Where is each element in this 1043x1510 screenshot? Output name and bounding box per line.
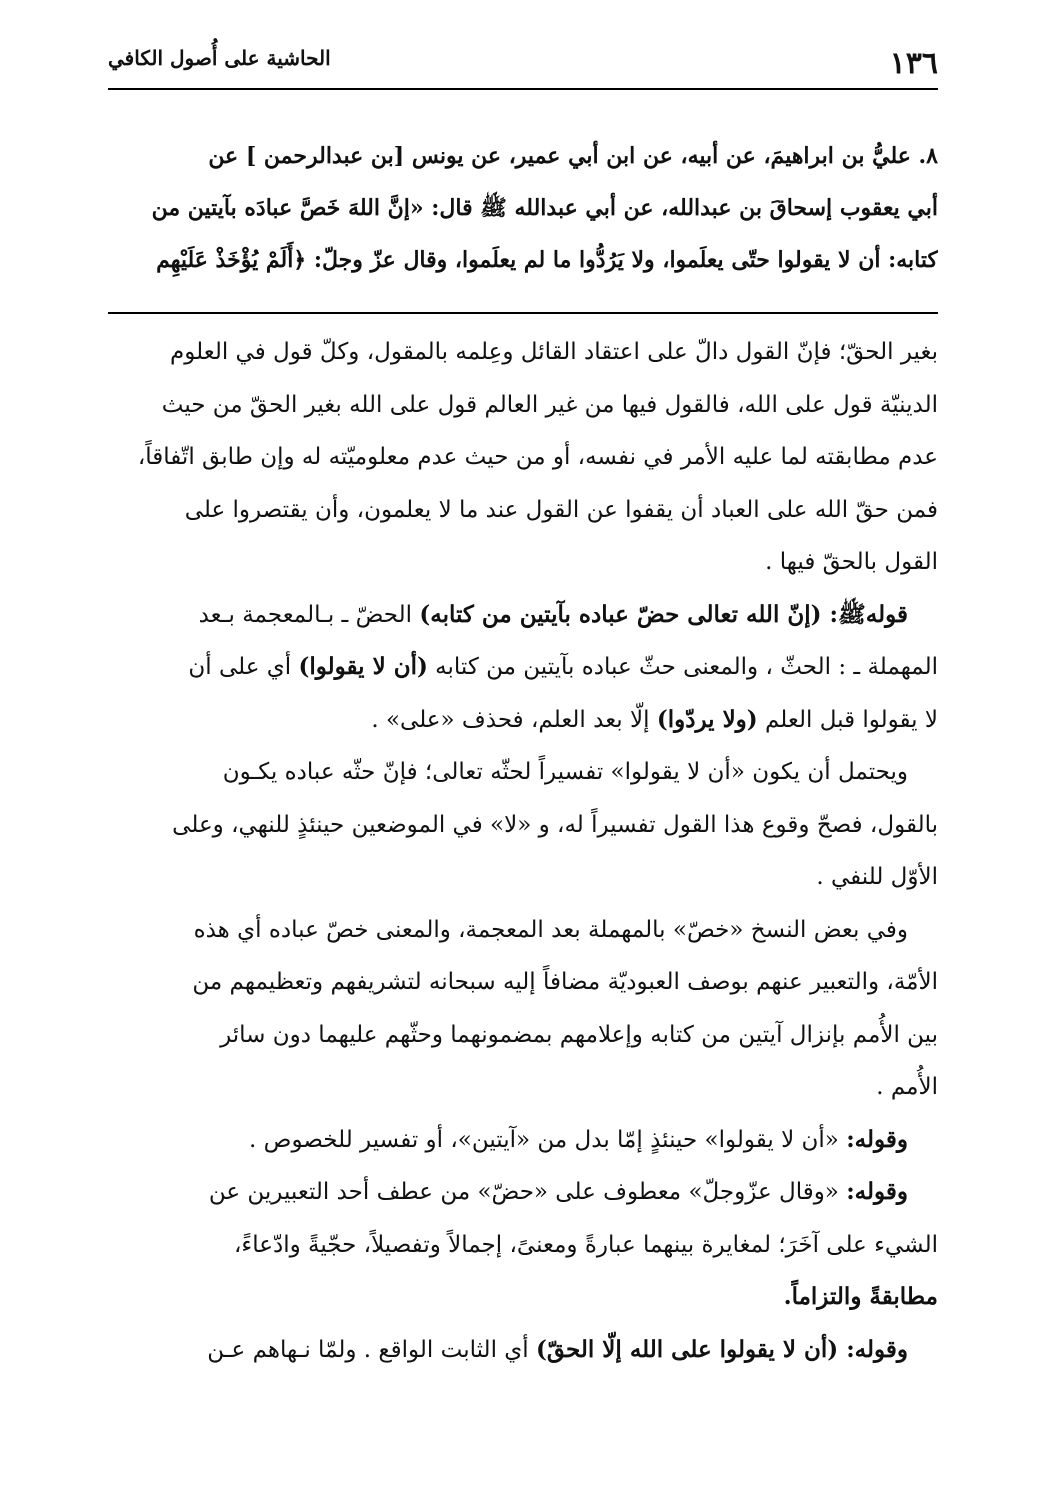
page-header: [108, 40, 938, 84]
commentary-line: بغير الحقّ؛ فإنّ القول دالّ على اعتقاد القائل وعِلمه بالمقول، وكلّ قول في العلوم: [170, 339, 938, 365]
hadith-line: كتابه: أن لا يقولوا حتّى يعلَموا، ولا يَرُدُّوا ما لم يعلَموا، وقال عزّ وجلّ: ﴿أَلَمْ يُؤْخَذْ عَلَيْهِم: [156, 247, 938, 273]
quoted-phrase: مطابقةً والتزاماً.: [783, 1283, 938, 1310]
commentary-line: [108, 694, 938, 747]
running-title: الحاشية على أُصول الكافي: [108, 46, 331, 70]
commentary-text-run: «أن لا يقولوا» حينئذٍ إمّا بدل من «آيتين»، أو تفسير للخصوص .: [249, 1126, 847, 1153]
hadith-line: أبي يعقوب إسحاقَ بن عبدالله، عن أبي عبدالله ﷺ قال: «إنَّ اللهَ خَصَّ عبادَه بآيتين من: [151, 195, 938, 221]
commentary-line: [108, 589, 938, 642]
commentary-text-run: أي الثابت الواقع . ولمّا نـهاهم عـن: [207, 1336, 536, 1363]
page-number: ١٣٦: [889, 46, 938, 81]
commentary-text-run: إلّا بعد العلم، فحذف «على» .: [371, 706, 657, 733]
commentary-line: الأُمم .: [876, 1074, 938, 1100]
commentary-line: الأوّل للنفي .: [816, 864, 938, 890]
commentary-text-run: الحضّ ـ بـالمعجمة بـعد: [198, 601, 420, 628]
commentary-line: الأمّة، والتعبير عنهم بوصف العبوديّة مضافاً إليه سبحانه لتشريفهم وتعظيمهم من: [192, 969, 938, 995]
commentary-text-run: «وقال عزّوجلّ» معطوف على «حضّ» من عطف أحد التعبيرين عن: [208, 1179, 847, 1205]
commentary-line: [108, 1324, 938, 1377]
commentary-line: [108, 641, 938, 694]
commentary-line: فمن حقّ الله على العباد أن يقفوا عن القول عند ما لا يعلمون، وأن يقتصروا على: [184, 496, 938, 523]
commentary-line: عدم مطابقته لما عليه الأمر في نفسه، أو من حيث عدم معلوميّته له وإن طابق اتّفاقاً،: [137, 444, 938, 470]
quoted-phrase: (أن لا يقولوا): [298, 653, 428, 680]
quoted-phrase: (ولا يردّوا): [656, 705, 758, 733]
commentary-line: [108, 1271, 938, 1324]
quoted-phrase: قولهﷺ: (إنّ الله تعالى حضّ عباده بآيتين من كتابه): [419, 600, 908, 628]
commentary-line: الشيء على آخَرَ؛ لمغايرة بينهما عبارةً ومعنىً، إجمالاً وتفصيلاً، حجّيةً وادّعاءً،: [233, 1231, 938, 1258]
commentary-text-run: المهملة ـ : الحثّ ، والمعنى حثّ عباده بآيتين من كتابه: [427, 654, 938, 680]
quoted-phrase: (أن لا يقولوا على الله إلّا الحقّ): [535, 1335, 847, 1363]
hadith-text: [108, 130, 938, 286]
commentary-line: الدينيّة قول على الله، فالقول فيها من غير العالم قول على الله بغير الحقّ من حيث: [161, 391, 938, 418]
commentary-text-run: لا يقولوا قبل العلم: [757, 706, 938, 733]
quoted-phrase: وقوله:: [846, 1125, 908, 1153]
commentary-line: [108, 1114, 938, 1167]
quoted-phrase: وقوله:: [846, 1178, 908, 1205]
commentary-line: القول بالحقّ فيها .: [765, 549, 938, 575]
commentary-line: [108, 1166, 938, 1219]
header-rule: [108, 88, 938, 90]
commentary-text-run: أي على أن: [188, 654, 299, 680]
hadith-line: ٨. عليُّ بن ابراهيمَ، عن أبيه، عن ابن أبي عمير، عن يونس [بن عبدالرحمن ] عن: [208, 143, 938, 169]
quoted-phrase: وقوله:: [846, 1335, 908, 1363]
commentary-line: ويحتمل أن يكون «أن لا يقولوا» تفسيراً لحثّه تعالى؛ فإنّ حثّه عباده يكـون: [222, 759, 908, 785]
footnote-separator: [108, 312, 938, 314]
commentary-line: وفي بعض النسخ «خصّ» بالمهملة بعد المعجمة، والمعنى خصّ عباده أي هذه: [193, 916, 908, 943]
commentary-text: [108, 326, 938, 1376]
commentary-line: بالقول، فصحّ وقوع هذا القول تفسيراً له، و «لا» في الموضعين حينئذٍ للنهي، وعلى: [172, 811, 938, 838]
commentary-line: بين الأُمم بإنزال آيتين من كتابه وإعلامهم بمضمونهما وحثّهم عليهما دون سائر: [220, 1021, 938, 1048]
